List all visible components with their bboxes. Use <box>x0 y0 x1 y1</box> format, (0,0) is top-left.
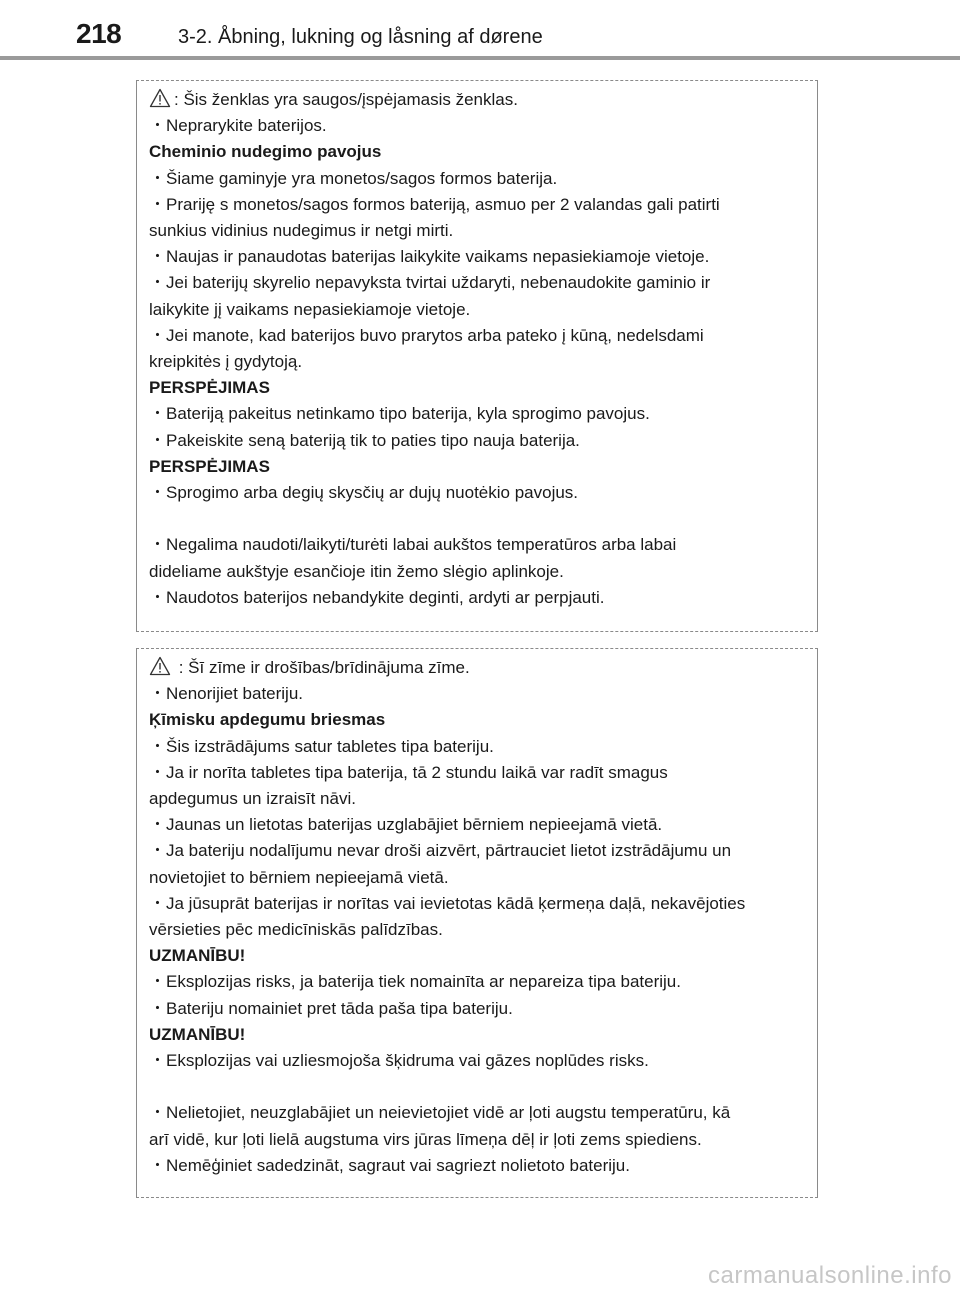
notice-line: ・Šis izstrādājums satur tabletes tipa bateriju. <box>149 736 494 756</box>
notice-line: novietojiet to bērniem nepieejamā vietā. <box>149 867 449 887</box>
notice-heading: UZMANĪBU! <box>149 1024 246 1044</box>
notice-line: ・Prariję s monetos/sagos formos bateriją, asmuo per 2 valandas gali patirti <box>149 194 720 214</box>
notice-heading: Cheminio nudegimo pavojus <box>149 142 382 162</box>
notice-line: ・Jei manote, kad baterijos buvo prarytos arba pateko į kūną, nedelsdami <box>149 325 704 345</box>
warning-triangle-icon <box>149 656 171 676</box>
notice-line: ・Negalima naudoti/laikyti/turėti labai aukštos temperatūros arba labai <box>149 535 677 555</box>
warning-triangle-icon <box>149 88 171 108</box>
notice-line-text: : Šis ženklas yra saugos/įspėjamasis ženklas. <box>174 90 518 109</box>
notice-line: ・Šiame gaminyje yra monetos/sagos formos baterija. <box>149 168 558 188</box>
notice-line: ・Naudotos baterijos nebandykite deginti, ardyti ar perpjauti. <box>149 587 605 607</box>
notice-heading: Ķīmisku apdegumu briesmas <box>149 710 386 730</box>
notice-line: arī vidē, kur ļoti lielā augstuma virs jūras līmeņa dēļ ir ļoti zems spiediens. <box>149 1129 702 1149</box>
notice-line: ・Eksplozijas vai uzliesmojoša šķidruma vai gāzes noplūdes risks. <box>149 1051 649 1071</box>
notice-line: apdegumus un izraisīt nāvi. <box>149 789 356 809</box>
notice-line: ・Bateriju nomainiet pret tāda paša tipa bateriju. <box>149 998 513 1018</box>
notice-line: ・Nenorijiet bateriju. <box>149 684 304 704</box>
notice-line: ・Jaunas un lietotas baterijas uzglabājiet bērniem nepieejamā vietā. <box>149 815 663 835</box>
notice-heading: UZMANĪBU! <box>149 946 246 966</box>
notice-heading: PERSPĖJIMAS <box>149 378 270 398</box>
page-number: 218 <box>76 18 122 49</box>
notice-line: ・Neprarykite baterijos. <box>149 116 327 136</box>
notice-line: dideliame aukštyje esančioje itin žemo slėgio aplinkoje. <box>149 561 564 581</box>
notice-line: ・Naujas ir panaudotas baterijas laikykite vaikams nepasiekiamoje vietoje. <box>149 247 710 267</box>
notice-line: ・Nemēģiniet sadedzināt, sagraut vai sagriezt nolietoto bateriju. <box>149 1155 630 1175</box>
notice-line: ・Eksplozijas risks, ja baterija tiek nomainīta ar nepareiza tipa bateriju. <box>149 972 681 992</box>
notice-line: ・Sprogimo arba degių skysčių ar dujų nuotėkio pavojus. <box>149 483 579 503</box>
notice-line-text: : Šī zīme ir drošības/brīdinājuma zīme. <box>174 658 470 677</box>
watermark: carmanualsonline.info <box>708 1262 952 1289</box>
notice-line: kreipkitės į gydytoją. <box>149 352 303 372</box>
blank-line <box>149 1074 807 1100</box>
latvian-warning-box <box>136 648 818 1198</box>
notice-line <box>149 655 807 681</box>
page-header <box>0 0 960 64</box>
blank-line <box>149 506 807 532</box>
header-rule <box>0 56 960 60</box>
notice-line: ・Nelietojiet, neuzglabājiet un neievietojiet vidē ar ļoti augstu temperatūru, kā <box>149 1103 731 1123</box>
notice-line: ・Ja bateriju nodalījumu nevar droši aizvērt, pārtrauciet lietot izstrādājumu un <box>149 841 732 861</box>
notice-line: ・Pakeiskite seną bateriją tik to paties tipo nauja baterija. <box>149 430 580 450</box>
notice-heading: PERSPĖJIMAS <box>149 456 270 476</box>
notice-line <box>149 87 807 113</box>
notice-line: ・Ja jūsuprāt baterijas ir norītas vai ievietotas kādā ķermeņa daļā, nekavējoties <box>149 893 746 913</box>
notice-line: vērsieties pēc medicīniskās palīdzības. <box>149 920 443 940</box>
notice-line: ・Bateriją pakeitus netinkamo tipo baterija, kyla sprogimo pavojus. <box>149 404 650 424</box>
notice-line: laikykite jį vaikams nepasiekiamoje vietoje. <box>149 299 471 319</box>
lithuanian-warning-box <box>136 80 818 632</box>
chapter-title: 3-2. Åbning, lukning og låsning af dørene <box>178 26 543 48</box>
notice-line: ・Jei baterijų skyrelio nepavyksta tvirtai uždaryti, nebenaudokite gaminio ir <box>149 273 711 293</box>
notice-line: ・Ja ir norīta tabletes tipa baterija, tā 2 stundu laikā var radīt smagus <box>149 762 668 782</box>
notice-line: sunkius vidinius nudegimus ir netgi mirti. <box>149 221 454 241</box>
